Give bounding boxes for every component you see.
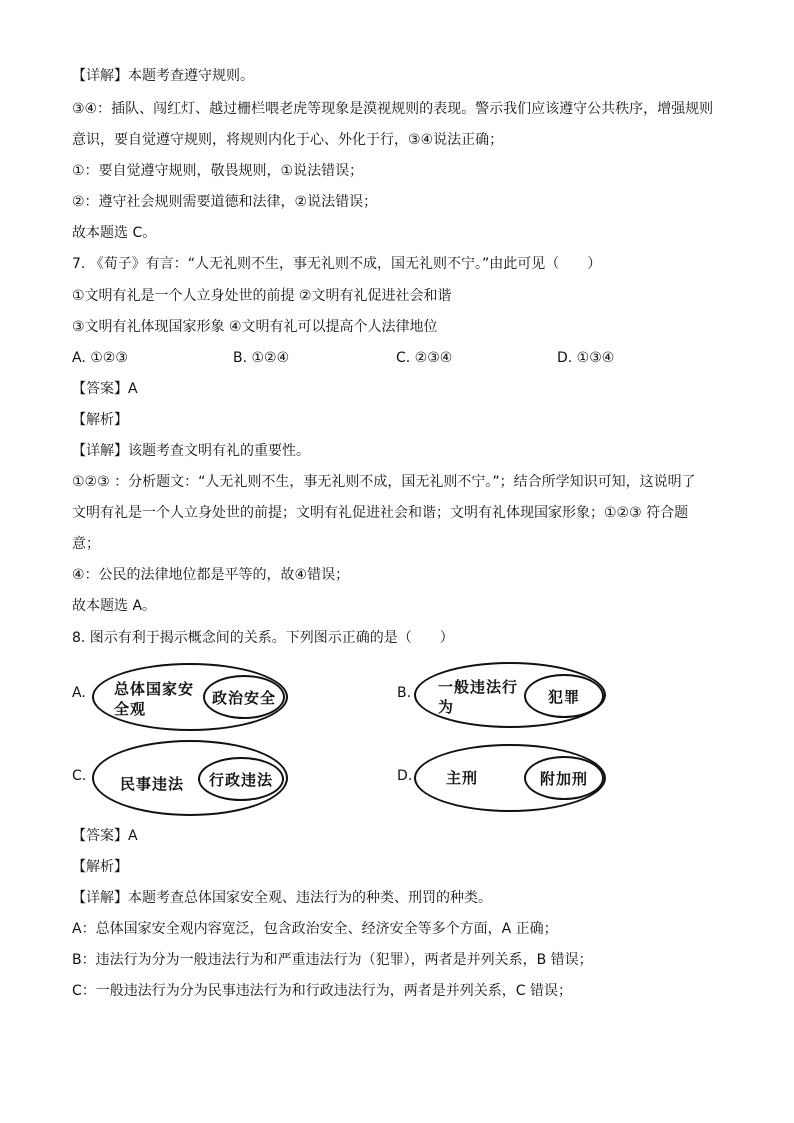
question-8-stem: 8. 图示有利于揭示概念间的关系。下列图示正确的是（ ）: [72, 630, 454, 646]
detail-intro: 【详解】本题考查遵守规则。: [72, 68, 254, 84]
detail-line: ①：要自觉遵守规则，敬畏规则，①说法错误；: [72, 163, 364, 179]
detail-line: C：一般违法行为分为民事违法行为和行政违法行为，两者是并列关系，C 错误；: [72, 983, 572, 999]
diagram-a-inner-ellipse: 政治安全: [203, 675, 285, 719]
diagram-a-label: A.: [72, 685, 86, 701]
detail-line: B：违法行为分为一般违法行为和严重违法行为（犯罪），两者是并列关系，B 错误；: [72, 952, 593, 968]
question-7-statement: ③文明有礼体现国家形象 ④文明有礼可以提高个人法律地位: [72, 319, 438, 335]
diagram-d-label: D.: [397, 768, 413, 784]
diagram-a: [92, 663, 288, 731]
question-7-option-b: B. ①②④: [233, 350, 290, 366]
detail-line: 文明有礼是一个人立身处世的前提；文明有礼促进社会和谐；文明有礼体现国家形象；①②③ 符合题: [72, 505, 689, 521]
conclusion-line: 故本题选 A。: [72, 598, 157, 614]
question-7-stem: 7. 《荀子》有言：“人无礼则不生，事无礼则不成，国无礼则不宁。”由此可见（ ）: [72, 256, 602, 272]
detail-line: ④：公民的法律地位都是平等的，故④错误；: [72, 567, 350, 583]
diagram-d-outer-text: 主刑: [446, 769, 479, 787]
diagram-a-outer-text: 总体国家安 全观: [114, 680, 195, 718]
diagram-b-inner-ellipse: 犯罪: [524, 674, 604, 718]
detail-line: 意识，要自觉遵守规则，将规则内化于心、外化于行，③④说法正确；: [72, 132, 504, 148]
question-7-statement: ①文明有礼是一个人立身处世的前提 ②文明有礼促进社会和谐: [72, 288, 452, 304]
answer-label: 【答案】A: [72, 828, 138, 844]
diagram-c-outer-text: 民事违法: [120, 775, 185, 793]
detail-line: 意；: [72, 536, 100, 552]
diagram-c: [92, 740, 288, 816]
analysis-label: 【解析】: [72, 859, 128, 875]
detail-intro: 【详解】该题考查文明有礼的重要性。: [72, 443, 310, 459]
question-7-option-d: D. ①③④: [557, 350, 615, 366]
question-7-option-a: A. ①②③: [72, 350, 128, 366]
question-7-option-c: C. ②③④: [396, 350, 453, 366]
answer-label: 【答案】A: [72, 381, 138, 397]
diagram-b: [414, 662, 606, 728]
detail-intro: 【详解】本题考查总体国家安全观、违法行为的种类、刑罚的种类。: [72, 890, 492, 906]
diagram-d-inner-ellipse: 附加刑: [524, 756, 604, 800]
diagram-b-label: B.: [397, 685, 412, 701]
detail-line: ③④：插队、闯红灯、越过栅栏喂老虎等现象是漠视规则的表现。警示我们应该遵守公共秩序，增强规则: [72, 101, 714, 117]
conclusion-line: 故本题选 C。: [72, 225, 157, 241]
analysis-label: 【解析】: [72, 412, 128, 428]
diagram-c-label: C.: [72, 768, 87, 784]
diagram-c-inner-ellipse: 行政违法: [198, 757, 284, 801]
detail-line: ①②③ ：分析题文：“人无礼则不生，事无礼则不成，国无礼则不宁。”；结合所学知识可知，这说明了: [72, 474, 696, 490]
diagram-b-outer-text: 一般违法行 为: [438, 678, 519, 716]
detail-line: A：总体国家安全观内容宽泛，包含政治安全、经济安全等多个方面，A 正确；: [72, 921, 558, 937]
detail-line: ②：遵守社会规则需要道德和法律，②说法错误；: [72, 194, 378, 210]
diagram-d: [414, 744, 606, 812]
